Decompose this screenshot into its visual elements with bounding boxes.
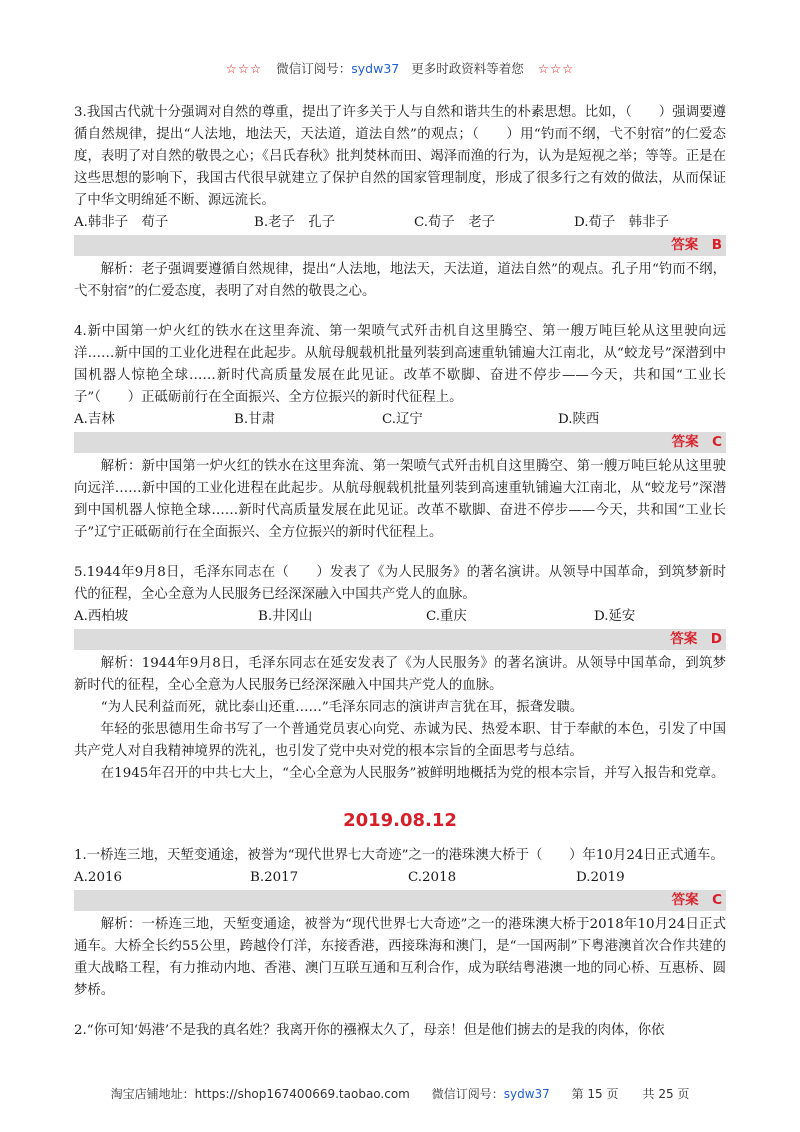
options-row — [74, 867, 726, 889]
analysis-paragraph: 解析：一桥连三地，天堑变通途，被誉为“现代世界七大奇迹”之一的港珠澳大桥于2018年10月24日正式通车。大桥全长约55公里，跨越伶仃洋，东接香港，西接珠海和澳门，是“一国两制”下粤港澳首次合作共建的重大战略工程，有力推动内地、香港、澳门互联互通和互利合作，成为联结粤港澳一地的同心桥、互惠桥、圆梦桥。 — [74, 917, 726, 998]
answer-bar: 答案 B — [74, 235, 726, 256]
option-d: D.2019 — [576, 870, 625, 885]
analysis-paragraph: 解析：新中国第一炉火红的铁水在这里奔流、第一架喷气式歼击机自这里腾空、第一艘万吨巨轮从这里驶向远洋……新中国的工业化进程在此起步。从航母舰载机批量列装到高速重轨铺遍大江南北，从“蛟龙号”深潜到中国机器人惊艳全球……新时代高质量发展在此见证。改革不歇脚、奋进不停步——今天，共和国“工业长子”辽宁正砥砺前行在全面振兴、全方位振兴的新时代征程上。 — [74, 459, 726, 540]
option-c: C.2018 — [408, 870, 457, 885]
option-a: A.2016 — [74, 870, 123, 885]
page-header — [0, 59, 800, 79]
analysis-paragraph: 解析：1944年9月8日，毛泽东同志在延安发表了《为人民服务》的著名演讲。从领导中国革命，到筑梦新时代的征程，全心全意为人民服务已经深深融入中国共产党人的血脉。 — [74, 656, 726, 693]
option-a: A.吉林 — [74, 412, 115, 427]
question-text: 3.我国古代就十分强调对自然的尊重，提出了许多关于人与自然和谐共生的朴素思想。比如，（ ）强调要遵循自然规律，提出“人法地，地法天，天法道，道法自然”的观点；（ ）用“钓而不纲，弋不射宿”的仁爱态度，表明了对自然的敬畏之心；《吕氏春秋》批判焚林而田、竭泽而渔的行为，认为是短视之举；等等。正是在这些思想的影响下，我国古代很早就建立了保护自然的国家管理制度，形成了很多行之有效的做法，从而保证了中华文明绵延不断、源远流长。 — [74, 105, 726, 208]
analysis-paragraph: 在1945年召开的中共七大上，“全心全意为人民服务”被鲜明地概括为党的根本宗旨，并写入报告和党章。 — [100, 766, 725, 781]
answer-bar: 答案 D — [74, 629, 726, 650]
option-b: B.2017 — [250, 870, 299, 885]
question-5 — [74, 562, 726, 785]
option-d: D.荀子 韩非子 — [574, 215, 669, 230]
star-decoration-right: ☆☆☆ — [537, 61, 575, 76]
option-b: B.甘肃 — [234, 412, 275, 427]
option-a: A.西柏坡 — [74, 609, 129, 624]
option-c: C.辽宁 — [382, 412, 423, 427]
analysis — [74, 914, 726, 1002]
question-text: 2.“你可知‘妈港’不是我的真名姓？我离开你的襁褓太久了，母亲！但是他们掳去的是我的肉体，你依 — [74, 1023, 665, 1038]
shop-address: 淘宝店铺地址：https://shop167400669.taobao.com — [110, 1087, 410, 1101]
footer-wechat — [432, 1087, 550, 1101]
options-row — [74, 212, 726, 234]
option-a: A.韩非子 荀子 — [74, 215, 169, 230]
analysis-paragraph: “为人民利益而死，就比泰山还重……”毛泽东同志的演讲声言犹在耳，振聋发聩。 — [100, 700, 584, 715]
answer-bar: 答案 C — [74, 890, 726, 911]
option-c: C.荀子 老子 — [414, 215, 495, 230]
option-b: B.老子 孔子 — [254, 215, 336, 230]
page-footer — [0, 1085, 800, 1103]
analysis — [74, 259, 726, 303]
options-row — [74, 606, 726, 628]
footer-wechat-account: sydw37 — [503, 1087, 550, 1101]
option-c: C.重庆 — [426, 609, 467, 624]
question-4 — [74, 321, 726, 544]
question-2 — [74, 1020, 726, 1042]
analysis-paragraph: 解析：老子强调要遵循自然规律，提出“人法地，地法天，天法道，道法自然”的观点。孔子用“钓而不纲，弋不射宿”的仁爱态度，表明了对自然的敬畏之心。 — [74, 262, 726, 299]
analysis — [74, 456, 726, 544]
options-row — [74, 409, 726, 431]
option-b: B.井冈山 — [258, 609, 313, 624]
question-3 — [74, 102, 726, 303]
header-slogan: 更多时政资料等着您 — [411, 61, 524, 76]
header-account: sydw37 — [351, 61, 400, 76]
question-1 — [74, 845, 726, 1002]
answer-bar: 答案 C — [74, 432, 726, 453]
star-decoration-left: ☆☆☆ — [225, 61, 263, 76]
document-body — [74, 102, 726, 1042]
option-d: D.延安 — [594, 609, 636, 624]
question-text: 5.1944年9月8日，毛泽东同志在（ ）发表了《为人民服务》的著名演讲。从领导中国革命，到筑梦新时代的征程，全心全意为人民服务已经深深融入中国共产党人的血脉。 — [74, 565, 726, 602]
analysis — [74, 653, 726, 785]
analysis-paragraph: 年轻的张思德用生命书写了一个普通党员衷心向党、赤诚为民、热爱本职、甘于奉献的本色，引发了中国共产党人对自我精神境界的洗礼，也引发了党中央对党的根本宗旨的全面思考与总结。 — [74, 722, 726, 759]
date-heading: 2019.08.12 — [343, 810, 457, 831]
question-text: 4.新中国第一炉火红的铁水在这里奔流、第一架喷气式歼击机自这里腾空、第一艘万吨巨轮从这里驶向远洋……新中国的工业化进程在此起步。从航母舰载机批量列装到高速重轨铺遍大江南北，从“蛟龙号”深潜到中国机器人惊艳全球……新时代高质量发展在此见证。改革不歇脚、奋进不停步——今天，共和国“工业长子”（ ）正砥砺前行在全面振兴、全方位振兴的新时代征程上。 — [74, 324, 726, 405]
header-label: 微信订阅号： — [276, 61, 352, 76]
footer-wechat-label: 微信订阅号： — [431, 1087, 504, 1101]
option-d: D.陕西 — [558, 412, 600, 427]
question-text: 1.一桥连三地，天堑变通途，被誉为“现代世界七大奇迹”之一的港珠澳大桥于（ ）年10月24日正式通车。 — [74, 848, 724, 863]
page-number: 第 15 页 共 25 页 — [571, 1087, 690, 1101]
